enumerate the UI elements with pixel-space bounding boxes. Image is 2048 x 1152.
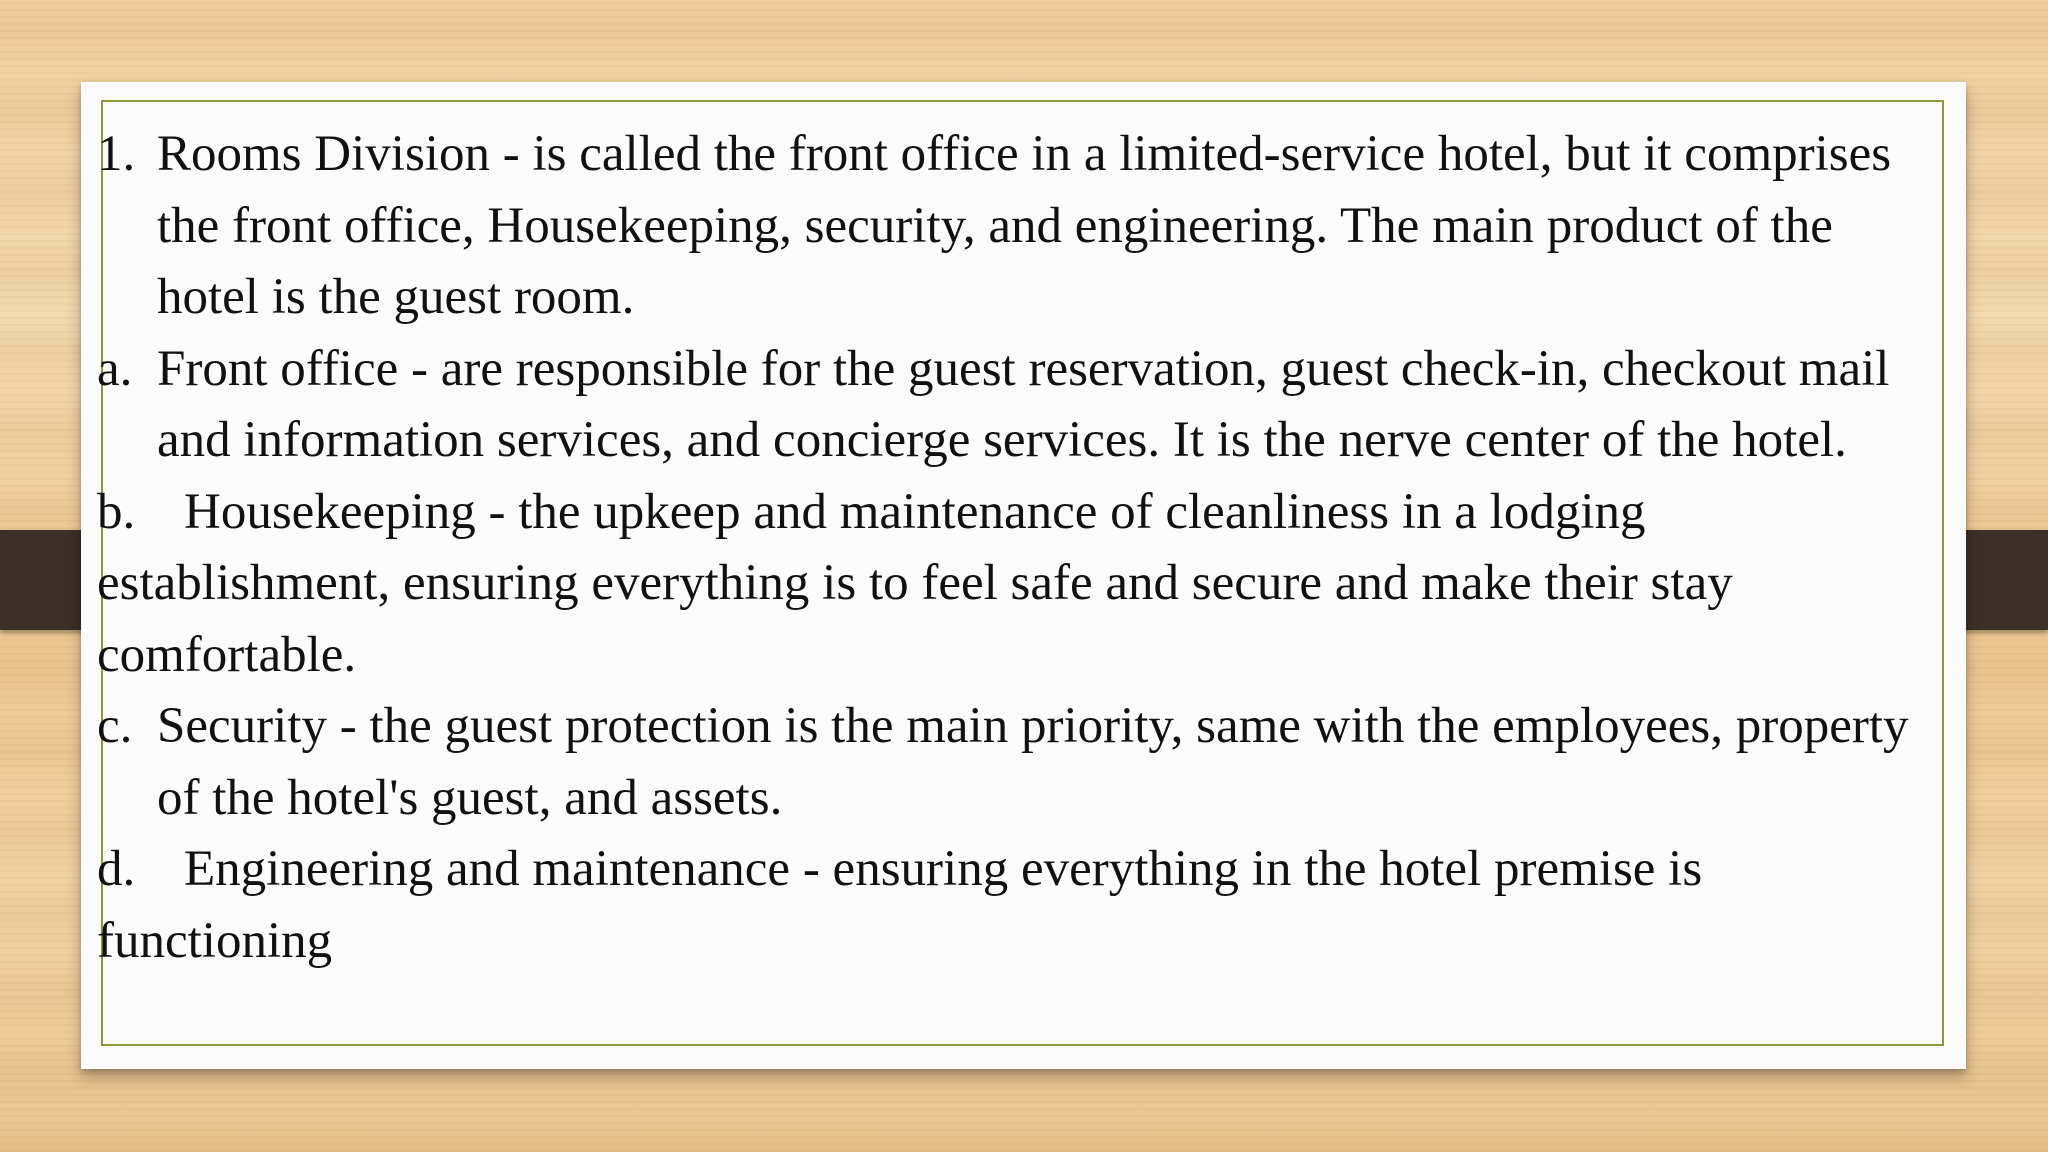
list-item-text: Engineering and maintenance - ensuring everything in the hotel premise is functioning (97, 841, 1703, 969)
list-item-rooms-division (97, 119, 1917, 334)
list-marker: a. (97, 340, 133, 397)
list-item-text: Rooms Division - is called the front office in a limited-service hotel, but it comprises the front office, Housekeeping, security, and engineering. The main product of the hotel is the guest room. (157, 126, 1892, 325)
list-marker: b. (97, 483, 136, 540)
slide-content (97, 119, 1917, 977)
list-marker: 1. (97, 126, 136, 182)
list-marker: c. (97, 698, 133, 754)
list-marker: d. (97, 841, 136, 897)
list-item-engineering (97, 834, 1917, 977)
list-item-security (97, 691, 1917, 834)
list-item-text: Housekeeping - the upkeep and maintenance of cleanliness in a lodging establishment, ensuring everything is to feel safe and secure and make their stay comfortable. (97, 483, 1733, 683)
list-item-text: Front office - are responsible for the guest reservation, guest check-in, checkout mail and information services, and concierge services. It is the nerve center of the hotel. (157, 340, 1890, 468)
list-item-front-office (97, 334, 1917, 477)
list-item-housekeeping (97, 477, 1917, 692)
list-item-text: Security - the guest protection is the main priority, same with the employees, property of the hotel's guest, and assets. (157, 698, 1909, 826)
